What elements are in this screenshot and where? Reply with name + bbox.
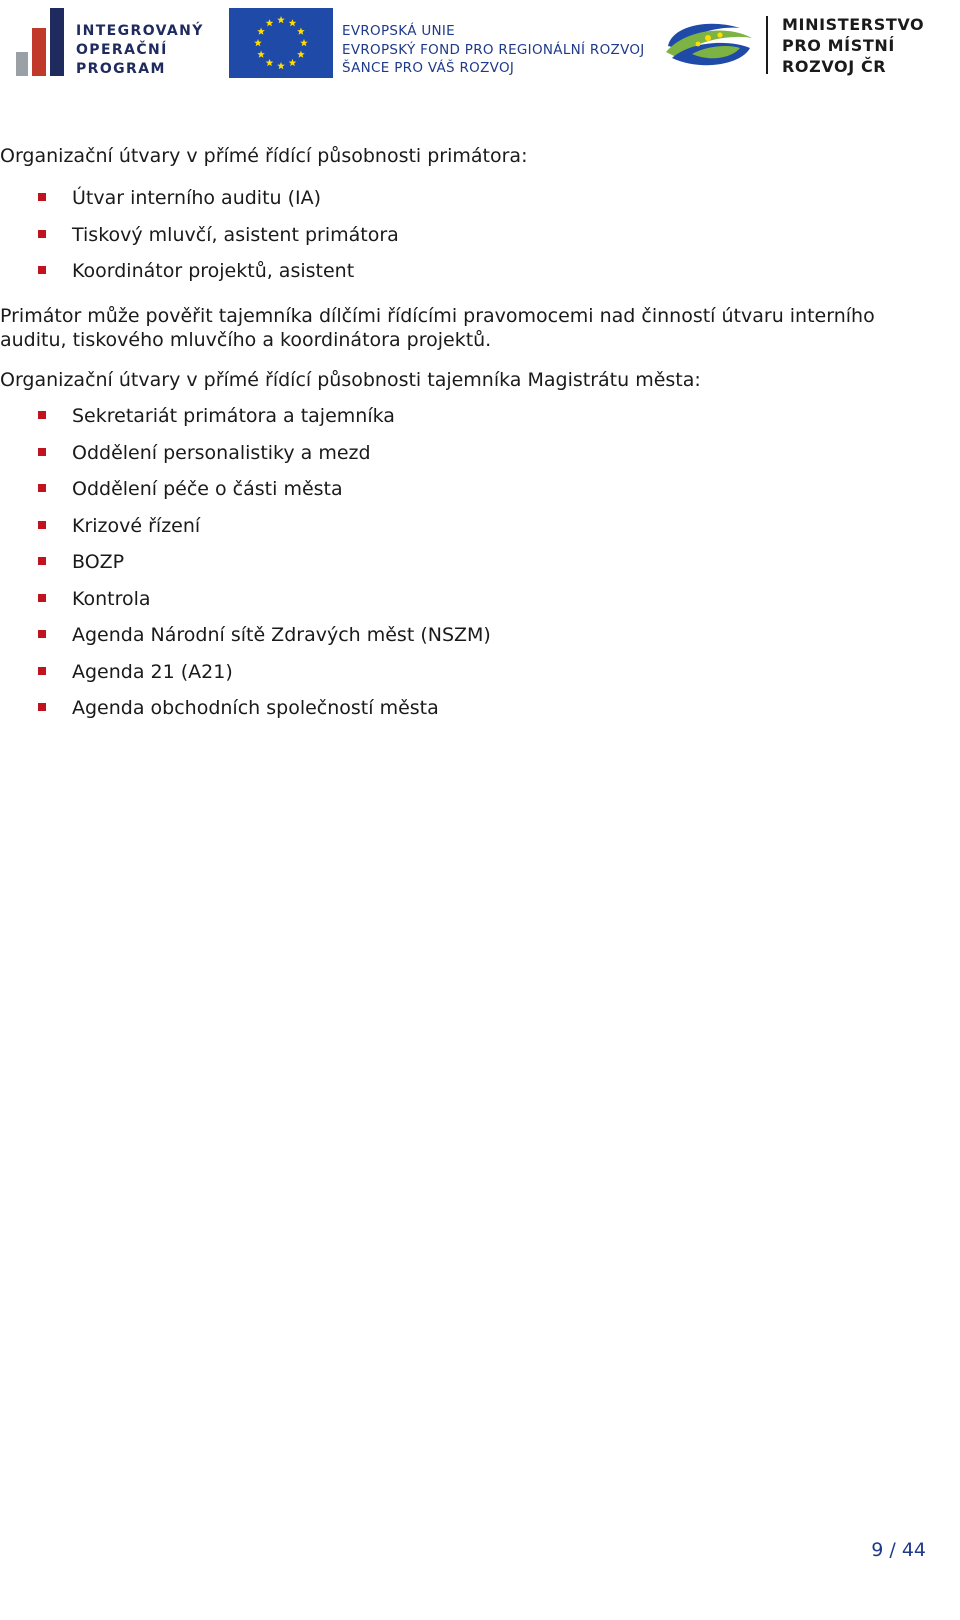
list-item: Krizové řízení: [0, 514, 491, 551]
iop-logo-text: INTEGROVANÝ OPERAČNÍ PROGRAM: [76, 23, 204, 77]
bullet-icon: [38, 557, 46, 565]
list-item: BOZP: [0, 550, 491, 587]
bullet-icon: [38, 448, 46, 456]
list-item: Oddělení personalistiky a mezd: [0, 441, 491, 478]
list-item: Agenda obchodních společností města: [0, 696, 491, 733]
iop-bars-icon: [16, 8, 66, 78]
bullet-icon: [38, 193, 46, 201]
bullet-icon: [38, 630, 46, 638]
bullet-icon: [38, 703, 46, 711]
list-item: Útvar interního auditu (IA): [0, 186, 399, 223]
eu-flag-icon: [229, 8, 333, 78]
list-item: Tiskový mluvčí, asistent primátora: [0, 223, 399, 260]
bullet-icon: [38, 411, 46, 419]
bullet-icon: [38, 266, 46, 274]
bullet-icon: [38, 230, 46, 238]
mmr-logo-text: MINISTERSTVO PRO MÍSTNÍ ROZVOJ ČR: [782, 15, 925, 76]
list-item: Koordinátor projektů, asistent: [0, 259, 399, 296]
secretary-units-list: [0, 404, 491, 733]
list-item: Agenda 21 (A21): [0, 660, 491, 697]
list-item: Kontrola: [0, 587, 491, 624]
list-item: Oddělení péče o části města: [0, 477, 491, 514]
page-number: 9 / 44: [871, 1539, 926, 1561]
primator-units-list: [0, 186, 399, 296]
bullet-icon: [38, 521, 46, 529]
heading-primator-units: Organizační útvary v přímé řídící působnosti primátora:: [0, 145, 528, 167]
eu-logo-text: EVROPSKÁ UNIE EVROPSKÝ FOND PRO REGIONÁLNÍ ROZVOJ ŠANCE PRO VÁŠ ROZVOJ: [342, 23, 645, 76]
heading-secretary-units: Organizační útvary v přímé řídící působnosti tajemníka Magistrátu města:: [0, 369, 701, 391]
bullet-icon: [38, 484, 46, 492]
list-item: Agenda Národní sítě Zdravých měst (NSZM): [0, 623, 491, 660]
mmr-logo-mark-icon: [662, 18, 754, 70]
page-header: [0, 0, 960, 90]
iop-logo: [16, 8, 206, 80]
delegation-paragraph: Primátor může pověřit tajemníka dílčími řídícími pravomocemi nad činností útvaru interního auditu, tiskového mluvčího a koordinátora projektů.: [0, 305, 875, 351]
bullet-icon: [38, 594, 46, 602]
mmr-logo-divider: [766, 16, 768, 74]
list-item: Sekretariát primátora a tajemníka: [0, 404, 491, 441]
bullet-icon: [38, 667, 46, 675]
